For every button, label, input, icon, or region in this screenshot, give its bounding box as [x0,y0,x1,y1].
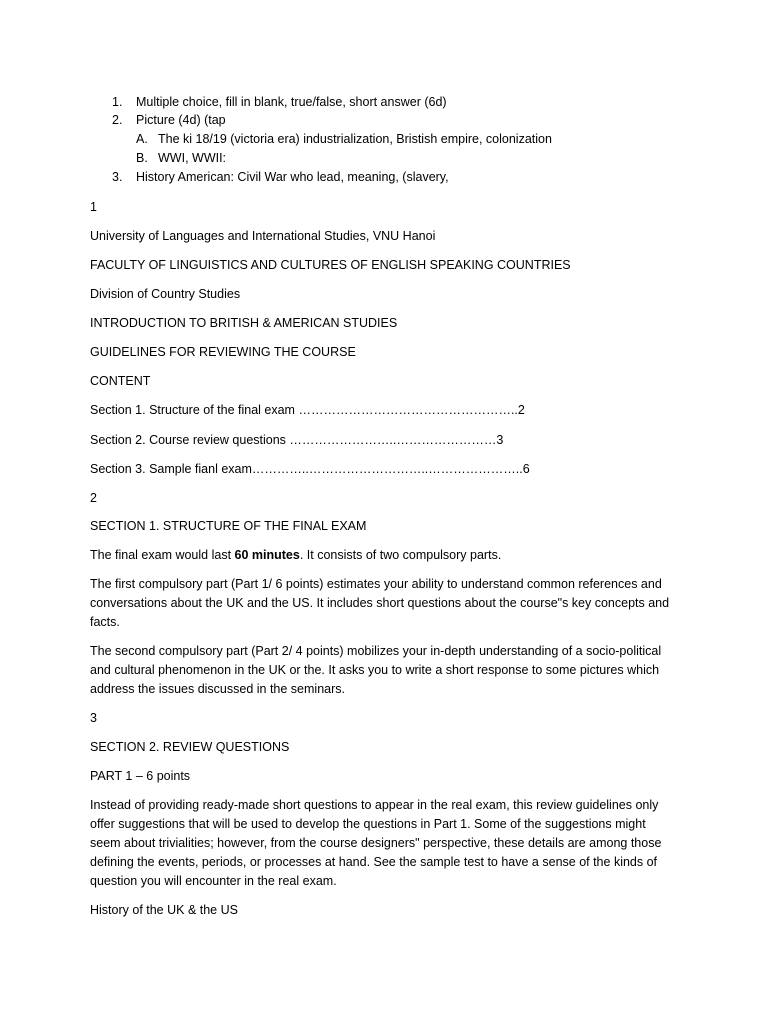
page-number: 1 [90,200,97,214]
outline-marker: 1. [112,95,123,109]
toc-entry[interactable]: Section 1. Structure of the final exam ……………………………………………..2 [90,403,525,417]
outline-marker: 3. [112,170,123,184]
exam-duration-pre: The final exam would last [90,548,235,562]
university-name: University of Languages and International Studies, VNU Hanoi [90,229,436,243]
page-number: 2 [90,491,97,505]
exam-duration-post: . It consists of two compulsory parts. [299,548,502,562]
part1-line: facts. [90,615,120,629]
exam-duration-bold: 60 minutes [234,548,300,562]
part1-line: conversations about the UK and the US. It includes short questions about the course"s key concepts and [90,596,670,610]
outline-marker: 2. [112,113,123,127]
toc-entry[interactable]: Section 3. Sample fianl exam…………..………………………..…………………..6 [90,462,530,476]
part1-line: The first compulsory part (Part 1/ 6 points) estimates your ability to understand common references and [90,577,662,591]
outline-item: Picture (4d) (tap [136,113,226,127]
toc-entry[interactable]: Section 2. Course review questions ……………………..……………………3 [90,433,504,447]
outline-item: The ki 18/19 (victoria era) industrialization, Bristish empire, colonization [158,132,552,146]
outline-item: Multiple choice, fill in blank, true/false, short answer (6d) [136,95,447,109]
exam-duration-paragraph [90,547,501,563]
part2-line: The second compulsory part (Part 2/ 4 points) mobilizes your in-depth understanding of a socio-political [90,644,662,658]
outline-marker: B. [136,151,148,165]
part-heading: PART 1 – 6 points [90,769,191,783]
part2-line: address the issues discussed in the seminars. [90,682,345,696]
review-paragraph-line: question you will encounter in the real exam. [90,874,337,888]
division-name: Division of Country Studies [90,287,241,301]
section-heading: SECTION 2. REVIEW QUESTIONS [90,740,290,754]
page-number: 3 [90,711,97,725]
review-paragraph-line: Instead of providing ready-made short questions to appear in the real exam, this review guidelines only [90,798,659,812]
faculty-name: FACULTY OF LINGUISTICS AND CULTURES OF ENGLISH SPEAKING COUNTRIES [90,258,571,272]
review-paragraph-line: seem about trivialities; however, from the course designers" perspective, these details are among those [90,836,662,850]
content-heading: CONTENT [90,374,151,388]
history-heading: History of the UK & the US [90,903,238,917]
review-paragraph-line: offer suggestions that will be used to develop the questions in Part 1. Some of the suggestions might [90,817,646,831]
guidelines-title: GUIDELINES FOR REVIEWING THE COURSE [90,345,356,359]
outline-item: History American: Civil War who lead, meaning, (slavery, [136,170,449,184]
part2-line: and cultural phenomenon in the UK or the. It asks you to write a short response to some pictures which [90,663,660,677]
section-heading: SECTION 1. STRUCTURE OF THE FINAL EXAM [90,519,367,533]
outline-marker: A. [136,132,148,146]
course-title: INTRODUCTION TO BRITISH & AMERICAN STUDIES [90,316,398,330]
outline-item: WWI, WWII: [158,151,227,165]
review-paragraph-line: defining the events, periods, or processes at hand. See the sample test to have a sense of the kinds of [90,855,658,869]
